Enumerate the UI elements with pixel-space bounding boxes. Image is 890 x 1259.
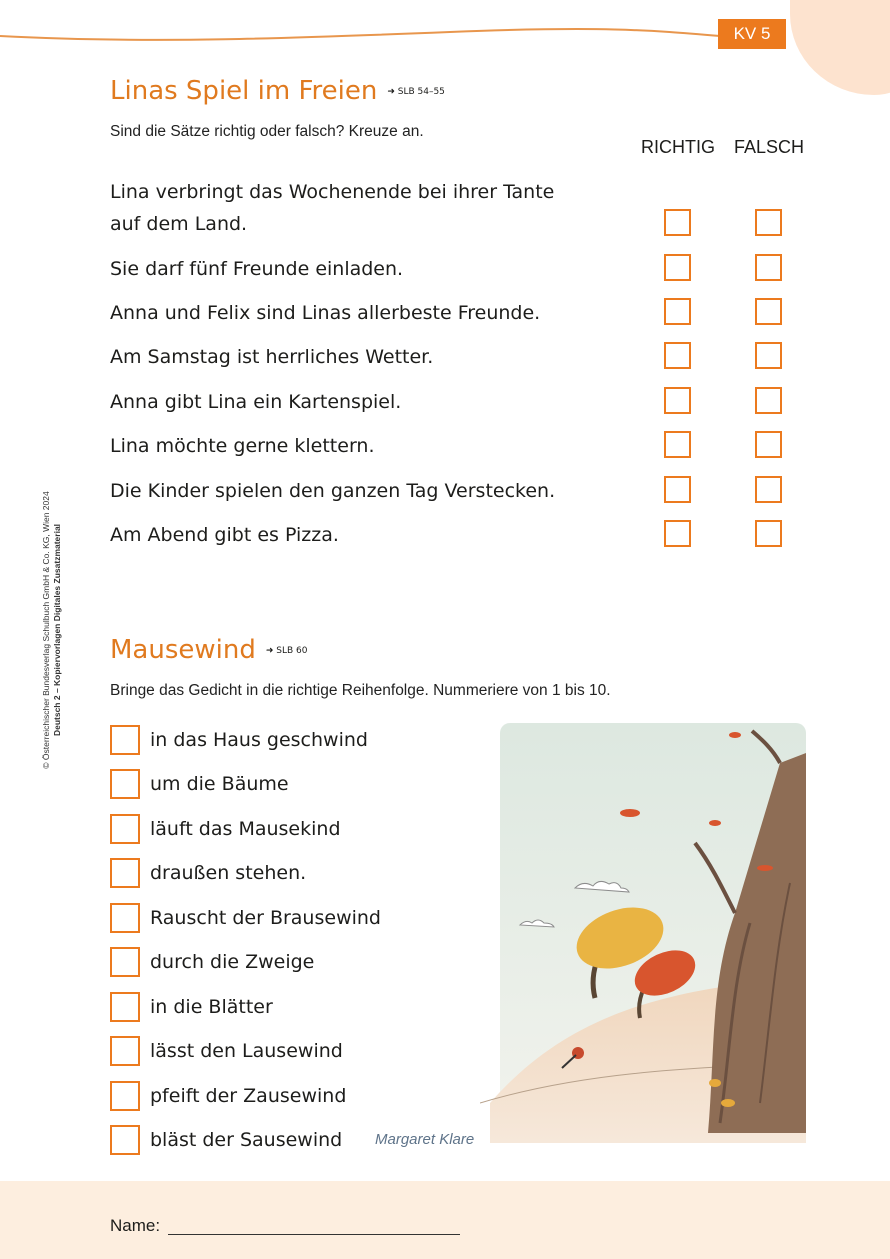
checkbox-richtig-4[interactable]: [664, 342, 691, 369]
statement-5: Anna gibt Lina ein Kartenspiel.: [110, 391, 402, 413]
section2-title: [110, 635, 307, 665]
poem-author: Margaret Klare: [375, 1131, 475, 1148]
number-box-4[interactable]: [110, 858, 140, 888]
column-header-falsch: FALSCH: [734, 137, 805, 157]
worksheet-badge: KV 5: [718, 19, 786, 49]
poem-line-8: lässt den Lausewind: [150, 1040, 343, 1062]
number-box-3[interactable]: [110, 814, 140, 844]
number-box-2[interactable]: [110, 769, 140, 799]
statement-6: Lina möchte gerne klettern.: [110, 435, 375, 457]
checkbox-richtig-3[interactable]: [664, 298, 691, 325]
statement-4: Am Samstag ist herrliches Wetter.: [110, 346, 434, 368]
section1-reference: ➜ SLB 54–55: [387, 86, 445, 97]
number-box-6[interactable]: [110, 947, 140, 977]
number-box-10[interactable]: [110, 1125, 140, 1155]
checkbox-richtig-6[interactable]: [664, 431, 691, 458]
column-header-richtig: RICHTIG: [641, 137, 715, 157]
section2-reference: ➜ SLB 60: [265, 645, 308, 656]
poem-line-3: läuft das Mausekind: [150, 818, 341, 840]
checkbox-falsch-8[interactable]: [755, 520, 782, 547]
checkbox-falsch-3[interactable]: [755, 298, 782, 325]
poem-line-7: in die Blätter: [150, 996, 273, 1018]
statement-2: Sie darf fünf Freunde einladen.: [110, 258, 404, 280]
name-input-line[interactable]: [168, 1234, 460, 1235]
section2-instruction: Bringe das Gedicht in die richtige Reihenfolge. Nummeriere von 1 bis 10.: [110, 682, 611, 699]
statement-3: Anna und Felix sind Linas allerbeste Freunde.: [110, 302, 541, 324]
poem-line-5: Rauscht der Brausewind: [150, 907, 381, 929]
publication-subtitle: Deutsch 2 – Kopiervorlagen Digitales Zusatzmaterial: [52, 523, 62, 737]
checkbox-richtig-2[interactable]: [664, 254, 691, 281]
section1-title: [110, 76, 445, 106]
number-box-7[interactable]: [110, 992, 140, 1022]
number-box-1[interactable]: [110, 725, 140, 755]
poem-line-1: in das Haus geschwind: [150, 729, 368, 751]
corner-decoration: [790, 0, 890, 95]
number-box-9[interactable]: [110, 1081, 140, 1111]
autumn-tree-illustration: [480, 723, 806, 1143]
poem-line-6: durch die Zweige: [150, 951, 315, 973]
name-label: Name:: [110, 1216, 161, 1235]
statement-1: Lina verbringt das Wochenende bei ihrer Tante auf dem Land.: [110, 181, 555, 235]
checkbox-richtig-5[interactable]: [664, 387, 691, 414]
poem-line-2: um die Bäume: [150, 773, 289, 795]
number-box-8[interactable]: [110, 1036, 140, 1066]
checkbox-falsch-2[interactable]: [755, 254, 782, 281]
poem-line-9: pfeift der Zausewind: [150, 1085, 347, 1107]
checkbox-richtig-1[interactable]: [664, 209, 691, 236]
checkbox-falsch-4[interactable]: [755, 342, 782, 369]
copyright-text: © Österreichischer Bundesverlag Schulbuch GmbH & Co. KG, Wien 2024: [41, 491, 51, 769]
checkbox-falsch-1[interactable]: [755, 209, 782, 236]
copyright-sidebar: [41, 465, 63, 795]
number-box-5[interactable]: [110, 903, 140, 933]
statement-7: Die Kinder spielen den ganzen Tag Verstecken.: [110, 480, 556, 502]
checkbox-falsch-5[interactable]: [755, 387, 782, 414]
checkbox-richtig-7[interactable]: [664, 476, 691, 503]
poem-line-10: bläst der Sausewind: [150, 1129, 343, 1151]
statement-8: Am Abend gibt es Pizza.: [110, 524, 339, 546]
checkbox-richtig-8[interactable]: [664, 520, 691, 547]
checkbox-falsch-6[interactable]: [755, 431, 782, 458]
section1-title-text: Linas Spiel im Freien: [110, 76, 378, 106]
section1-instruction: Sind die Sätze richtig oder falsch? Kreuze an.: [110, 123, 424, 140]
poem-line-4: draußen stehen.: [150, 862, 307, 884]
section2-title-text: Mausewind: [110, 635, 256, 665]
checkbox-falsch-7[interactable]: [755, 476, 782, 503]
